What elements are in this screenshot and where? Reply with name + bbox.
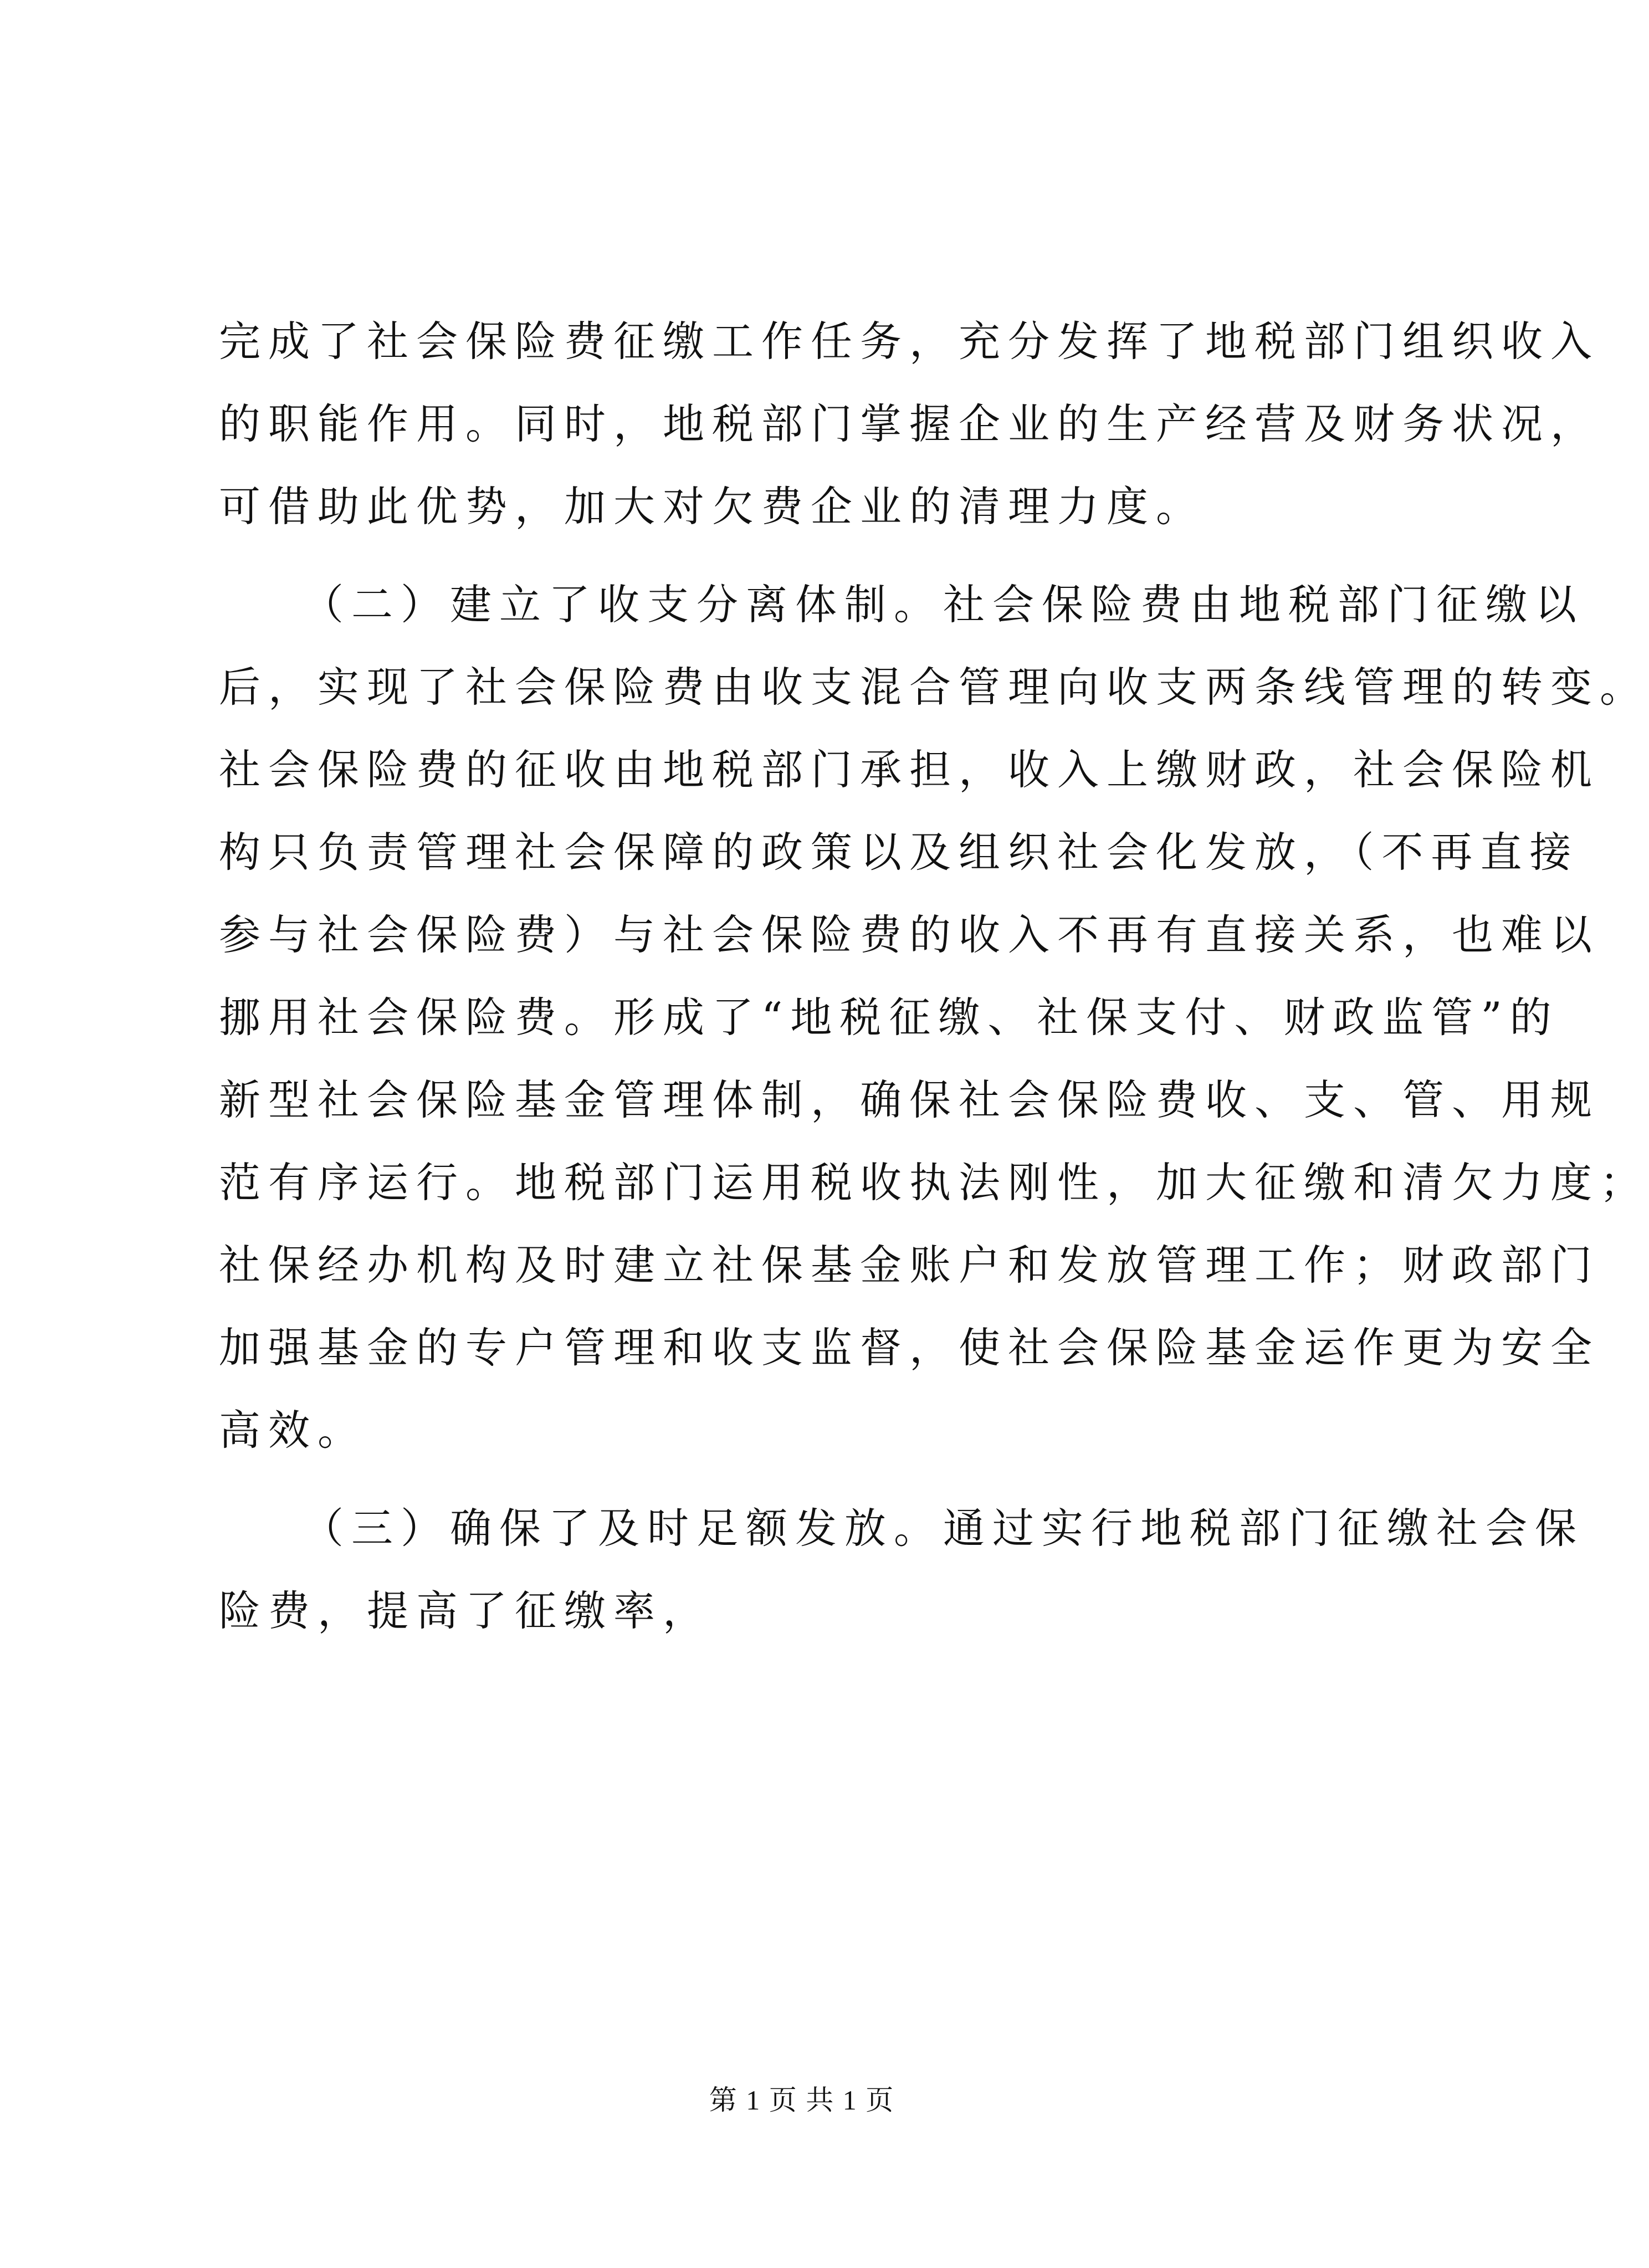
paragraph-start-line: （二）建立了收支分离体制。社会保险费由地税部门征缴以 <box>302 580 1585 629</box>
text-line: 后，实现了社会保险费由收支混合管理向收支两条线管理的转变。 <box>219 663 1649 711</box>
paragraph-gap <box>219 548 1399 564</box>
text-line: 高效。 <box>219 1406 367 1455</box>
text-line: 完成了社会保险费征缴工作任务，充分发挥了地税部门组织收入 <box>219 317 1600 366</box>
document-body <box>219 300 1649 1652</box>
text-line: 新型社会保险基金管理体制，确保社会保险费收、支、管、用规 <box>219 1076 1600 1124</box>
text-line: 可借助此优势，加大对欠费企业的清理力度。 <box>219 482 1206 531</box>
text-line: 加强基金的专户管理和收支监督，使社会保险基金运作更为安全 <box>219 1323 1600 1372</box>
text-line: 构只负责管理社会保障的政策以及组织社会化发放，（不再直接 <box>219 828 1579 877</box>
page-number-footer: 第 1 页 共 1 页 <box>709 2085 895 2116</box>
text-line: 险费，提高了征缴率， <box>219 1586 713 1635</box>
paragraph-gap <box>219 1472 1399 1487</box>
text-line: 社保经办机构及时建立社保基金账户和发放管理工作；财政部门 <box>219 1241 1600 1289</box>
text-line: 挪用社会保险费。形成了“地税征缴、社保支付、财政监管”的 <box>219 993 1559 1042</box>
paragraph-start-line: （三）确保了及时足额发放。通过实行地税部门征缴社会保 <box>302 1504 1585 1553</box>
text-line: 范有序运行。地税部门运用税收执法刚性，加大征缴和清欠力度； <box>219 1158 1649 1207</box>
text-line: 的职能作用。同时，地税部门掌握企业的生产经营及财务状况， <box>219 400 1600 448</box>
text-line: 社会保险费的征收由地税部门承担，收入上缴财政，社会保险机 <box>219 745 1600 794</box>
text-line: 参与社会保险费）与社会保险费的收入不再有直接关系，也难以 <box>219 910 1600 959</box>
